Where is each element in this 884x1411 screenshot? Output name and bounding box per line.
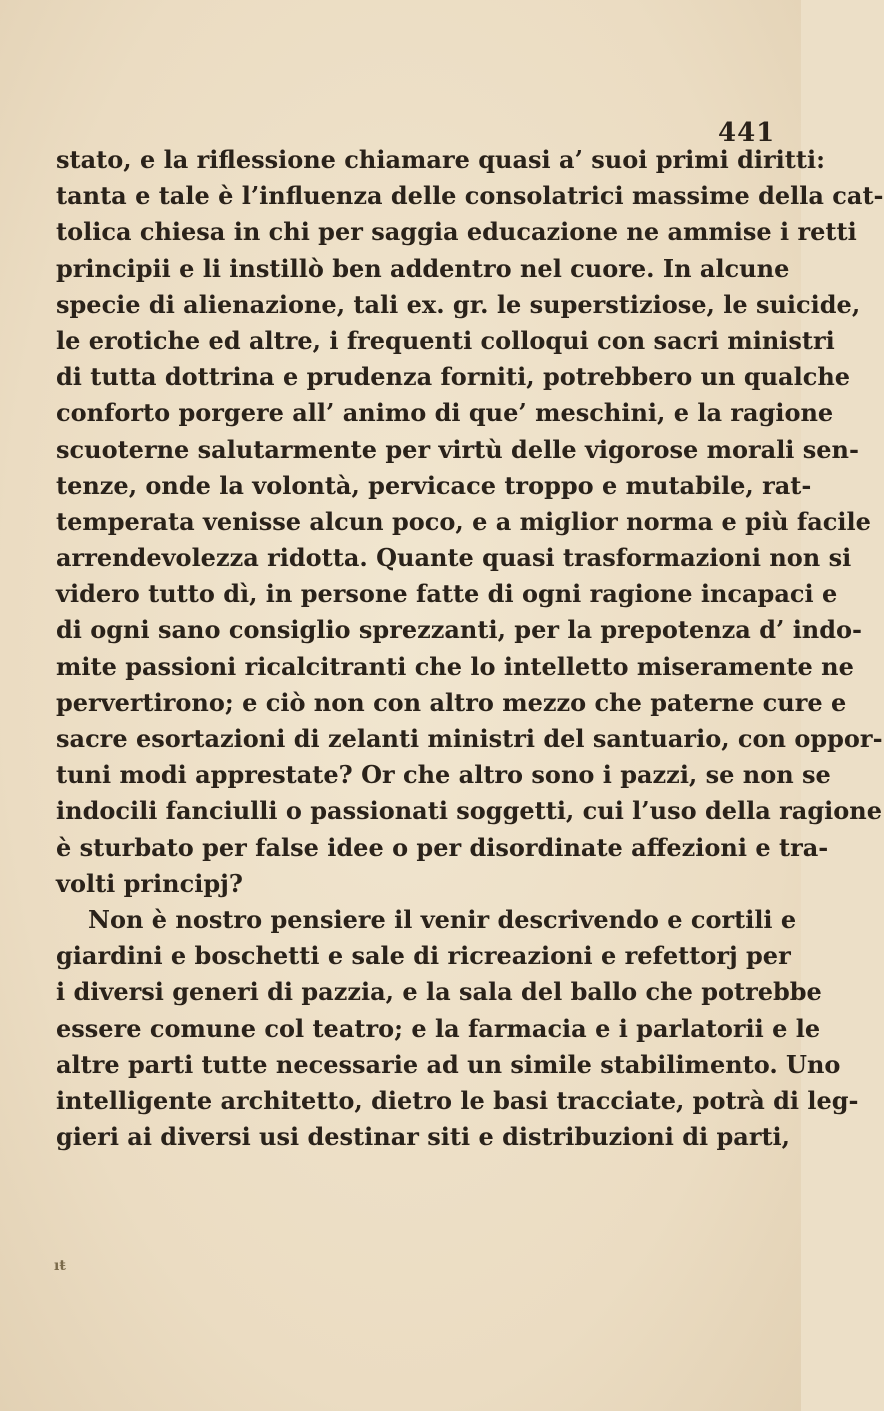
- paragraph-1: [56, 142, 884, 902]
- page-number: 441: [718, 118, 776, 148]
- margin-mark: ıŧ: [54, 1258, 66, 1274]
- text-line: sacre esortazioni di zelanti ministri del santuario, con oppor-: [56, 724, 883, 753]
- text-line: le erotiche ed altre, i frequenti colloqui con sacri ministri: [56, 325, 835, 355]
- text-line: temperata venisse alcun poco, e a miglior norma e più facile: [56, 506, 871, 536]
- text-line: Non è nostro pensiere il venir descrivendo e cortili e: [88, 904, 797, 934]
- text-line: altre parti tutte necessarie ad un simile stabilimento. Uno: [56, 1049, 841, 1079]
- text-line: specie di alienazione, tali ex. gr. le superstiziose, le suicide,: [56, 289, 861, 319]
- text-line: scuoterne salutarmente per virtù delle vigorose morali sen-: [56, 434, 859, 464]
- text-line: tenze, onde la volontà, pervicace troppo e mutabile, rat-: [56, 470, 812, 500]
- text-line: essere comune col teatro; e la farmacia e i parlatorii e le: [56, 1013, 821, 1043]
- text-line: arrendevolezza ridotta. Quante quasi trasformazioni non si: [56, 543, 852, 573]
- text-line: gieri ai diversi usi destinar siti e distribuzioni di parti,: [56, 1122, 791, 1152]
- text-line: i diversi generi di pazzia, e la sala del ballo che potrebbe: [56, 977, 822, 1007]
- text-line: indocili fanciulli o passionati soggetti, cui l’uso della ragione: [56, 796, 882, 826]
- text-line: è sturbato per false idee o per disordinate affezioni e tra-: [56, 832, 829, 862]
- text-line: videro tutto dì, in persone fatte di ogni ragione incapaci e: [56, 579, 838, 609]
- text-line: di ogni sano consiglio sprezzanti, per la prepotenza d’ indo-: [56, 615, 863, 645]
- text-line: tanta e tale è l’influenza delle consolatrici massime della cat-: [56, 181, 884, 211]
- text-line: di tutta dottrina e prudenza forniti, potrebbero un qualche: [56, 362, 851, 392]
- text-line: volti principj?: [56, 868, 243, 898]
- paragraph-2: [56, 902, 859, 1155]
- text-line: tuni modi apprestate? Or che altro sono i pazzi, se non se: [56, 760, 831, 790]
- text-line: mite passioni ricalcitranti che lo intelletto miseramente ne: [56, 651, 854, 681]
- text-line: intelligente architetto, dietro le basi tracciate, potrà di leg-: [56, 1085, 859, 1115]
- text-line: giardini e boschetti e sale di ricreazioni e refettorj per: [56, 941, 791, 971]
- text-line: pervertirono; e ciò non con altro mezzo che paterne cure e: [56, 687, 847, 717]
- text-line: stato, e la riflessione chiamare quasi a’ suoi primi diritti:: [56, 145, 825, 174]
- text-line: principii e li instillò ben addentro nel cuore. In alcune: [56, 253, 790, 283]
- body-text: [56, 142, 884, 1155]
- text-line: conforto porgere all’ animo di que’ meschini, e la ragione: [56, 398, 834, 428]
- text-line: tolica chiesa in chi per saggia educazione ne ammise i retti: [56, 217, 857, 247]
